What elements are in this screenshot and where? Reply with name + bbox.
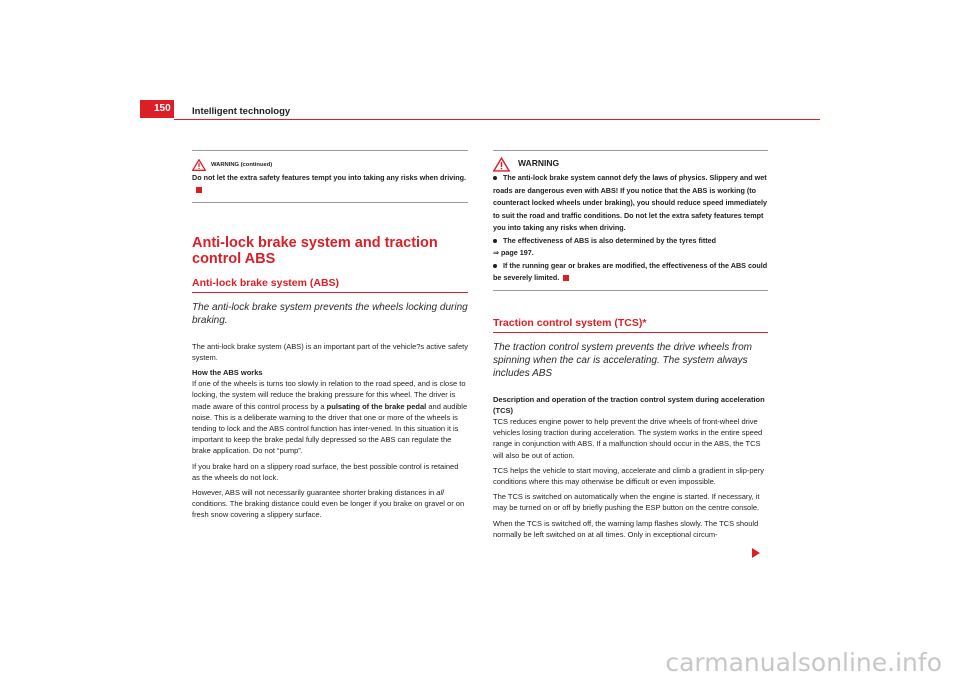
how-abs-works-label: How the ABS works bbox=[192, 367, 263, 377]
warning-title: WARNING bbox=[518, 158, 560, 169]
abs-how-paragraph bbox=[192, 378, 468, 456]
bullet-icon bbox=[493, 264, 497, 268]
warning-header bbox=[493, 157, 768, 172]
tcs-heading: Traction control system (TCS)* bbox=[493, 317, 768, 333]
header-rule bbox=[174, 119, 820, 120]
abs-intro-paragraph: The anti-lock brake system (ABS) is an important part of the vehicle?s active safety system. bbox=[192, 341, 468, 362]
abs-distance-text-italic: all bbox=[436, 487, 444, 497]
abs-how-text-c: and audible noise. This is a deliberate warning to the driver that one or more of the wheels is tending to lock and the ABS control function has inter-vened. In this situation it is important to keep the brake pedal fully depressed so the ABS can regulate the brake application. Do not “pump”. bbox=[192, 401, 468, 456]
warning-bullet-2-text: The effectiveness of ABS is also determined by the tyres fitted bbox=[503, 235, 717, 245]
warning-bullet-1 bbox=[493, 172, 768, 235]
abs-distance-paragraph bbox=[192, 487, 468, 521]
continue-arrow-icon bbox=[752, 548, 760, 558]
bullet-icon bbox=[493, 176, 497, 180]
footer-logo: carmanualsonline.info bbox=[665, 648, 942, 677]
tcs-description-label: Description and operation of the traction control system during acceleration (TCS) bbox=[493, 394, 765, 415]
warning-bullet-3 bbox=[493, 260, 768, 285]
abs-how-text-bold: pulsating of the brake pedal bbox=[326, 401, 427, 411]
tcs-paragraph-3: The TCS is switched on automatically when the engine is started. If necessary, it may be turned on or off by briefly pushing the ESP button on the centre console. bbox=[493, 492, 760, 513]
abs-distance-text-c: conditions. The braking distance could even be longer if you brake on gravel or on fresh snow covering a slippery surface. bbox=[192, 499, 465, 520]
tcs-paragraph-2: TCS helps the vehicle to start moving, accelerate and climb a gradient in slip-pery conditions where this may otherwise be difficult or even impossible. bbox=[493, 465, 764, 486]
left-column bbox=[192, 150, 468, 525]
end-marker-icon bbox=[563, 275, 569, 281]
abs-subtitle: The anti-lock brake system prevents the wheels locking during braking. bbox=[192, 301, 468, 326]
bullet-icon bbox=[493, 239, 497, 243]
tcs-paragraph-4: When the TCS is switched off, the warning lamp flashes slowly. The TCS should normally be left switched on at all times. Only in exceptional circum- bbox=[493, 518, 759, 539]
warning-box bbox=[493, 150, 768, 291]
end-marker-icon bbox=[196, 187, 202, 193]
abs-distance-text-a: However, ABS will not necessarily guarantee shorter braking distances in bbox=[192, 487, 437, 497]
tcs-subtitle: The traction control system prevents the drive wheels from spinning when the car is accelerating. The system always includes ABS bbox=[493, 341, 752, 379]
chapter-title: Intelligent technology bbox=[192, 106, 291, 117]
page-number: 150 bbox=[140, 100, 174, 118]
warning-triangle-icon bbox=[192, 159, 206, 171]
warning-bullet-1-text: The anti-lock brake system cannot defy the laws of physics. Slippery and wet roads are dangerous even with ABS! If you notice that the ABS is working (to counteract locked wheels under braking), you should reduce speed immediately to suit the road and traffic conditions. Do not let the extra safety features tempt you into taking any risks when driving. bbox=[493, 173, 767, 232]
abs-how-text-a: If one of the wheels is turns too slowly in relation to the road speed, and is close to locking, the system will reduce the braking pressure for this wheel. The driver is made aware of this control process by a bbox=[192, 379, 466, 411]
warning-continued-text-wrap bbox=[192, 172, 468, 197]
warning-bullet-2 bbox=[493, 235, 768, 248]
section-title: Anti-lock brake system and traction control ABS bbox=[192, 234, 438, 267]
abs-slippery-paragraph: If you brake hard on a slippery road surface, the best possible control is retained as the wheels do not lock. bbox=[192, 461, 459, 482]
warning-continued-box bbox=[192, 150, 468, 203]
tcs-paragraph-1: TCS reduces engine power to help prevent the drive wheels of front-wheel drive vehicles losing traction during acceleration. The system works in the entire speed range in conjunction with ABS. If a malfunction should occur in the ABS, the TCS will also be out of action. bbox=[493, 416, 763, 460]
right-column bbox=[493, 150, 768, 544]
warning-continued-header bbox=[192, 159, 468, 172]
warning-bullet-2-ref[interactable]: ⇒ page 197. bbox=[493, 248, 534, 257]
abs-heading: Anti-lock brake system (ABS) bbox=[192, 277, 468, 293]
warning-bullet-3-text: If the running gear or brakes are modified, the effectiveness of the ABS could be severely limited. bbox=[493, 260, 768, 282]
warning-triangle-icon bbox=[493, 157, 510, 172]
warning-continued-title: WARNING (continued) bbox=[211, 162, 273, 168]
warning-continued-text: Do not let the extra safety features tempt you into taking any risks when driving. bbox=[192, 172, 466, 182]
